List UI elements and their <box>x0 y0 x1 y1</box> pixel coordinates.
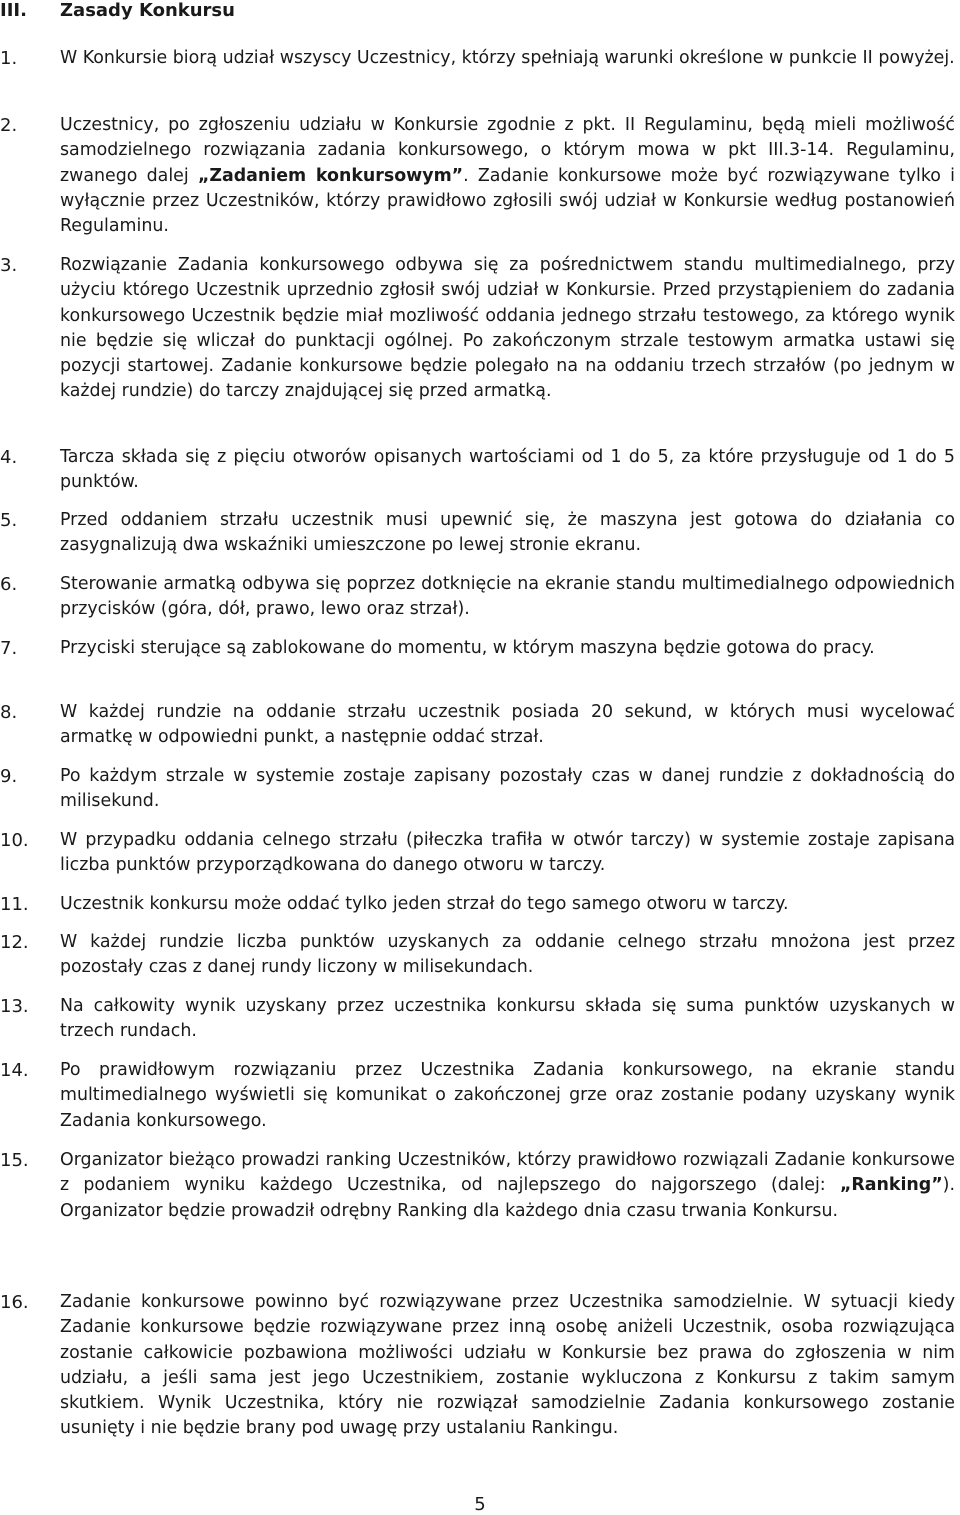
rule-number: 9. <box>0 766 18 787</box>
page-number: 5 <box>474 1494 486 1515</box>
rule-number: 14. <box>0 1060 29 1081</box>
rule-number: 3. <box>0 255 18 276</box>
rule-text: Uczestnicy, po zgłoszeniu udziału w Konkursie zgodnie z pkt. II Regulaminu, będą mieli możliwość samodzielnego rozwiązania zadania konkursowego, o którym mowa w pkt III.3-14. Regulaminu, zwanego dalej „Zadaniem konkursowym”. Zadanie konkursowe może być rozwiązywane tylko i wyłącznie przez Uczestników, którzy prawidłowo zgłosili swój udział w Konkursie według postanowień Regulaminu. <box>60 115 955 237</box>
rule-number: 7. <box>0 638 18 659</box>
rule-text: W każdej rundzie liczba punktów uzyskanych za oddanie celnego strzału mnożona jest przez pozostały czas z danej rundy liczony w milisekundach. <box>60 932 955 978</box>
rule-text: Na całkowity wynik uzyskany przez uczestnika konkursu składa się suma punktów uzyskanych w trzech rundach. <box>60 996 955 1042</box>
rule-text: Organizator bieżąco prowadzi ranking Uczestników, którzy prawidłowo rozwiązali Zadanie konkursowe z podaniem wyniku każdego Uczestnika, od najlepszego do najgorszego (dalej: „Ranking”). Organizator będzie prowadził odrębny Ranking dla każdego dnia czasu trwania Konkursu. <box>60 1150 955 1221</box>
rule-number: 1. <box>0 48 18 69</box>
defined-term-zadanie: „Zadaniem konkursowym” <box>197 165 464 186</box>
rule-number: 8. <box>0 702 18 723</box>
rule-number: 2. <box>0 115 18 136</box>
rule-text: Zadanie konkursowe powinno być rozwiązywane przez Uczestnika samodzielnie. W sytuacji kiedy Zadanie konkursowe będzie rozwiązywane przez inną osobę aniżeli Uczestnik, osoba rozwiązująca zostanie całkowicie pozbawiona możliwości udziału w Konkursie bez prawa do zgłoszenia w nim udziału, a jeśli sama jest jego Uczestnikiem, zostanie wykluczona z Konkursu z takim samym skutkiem. Wynik Uczestnika, który nie rozwiązał samodzielnie Zadania konkursowego zostanie usunięty i nie będzie brany pod uwagę przy ustalaniu Rankingu. <box>60 1292 955 1439</box>
rule-number: 5. <box>0 510 18 531</box>
rule-text: Po każdym strzale w systemie zostaje zapisany pozostały czas w danej rundzie z dokładnością do milisekund. <box>60 766 955 812</box>
section-heading <box>0 0 235 22</box>
rule-number: 13. <box>0 996 29 1017</box>
rule-text: Uczestnik konkursu może oddać tylko jeden strzał do tego samego otworu w tarczy. <box>60 894 789 914</box>
rule-text: Po prawidłowym rozwiązaniu przez Uczestnika Zadania konkursowego, na ekranie standu multimedialnego wyświetli się komunikat o zakończonej grze oraz zostanie podany uzyskany wynik Zadania konkursowego. <box>60 1060 955 1131</box>
section-title: Zasady Konkursu <box>60 0 235 21</box>
rule-number: 11. <box>0 894 29 915</box>
rule-text: W przypadku oddania celnego strzału (piłeczka trafiła w otwór tarczy) w systemie zostaje zapisana liczba punktów przyporządkowana do danego otworu w tarczy. <box>60 830 955 876</box>
rule-number: 6. <box>0 574 18 595</box>
rule-text: Przyciski sterujące są zablokowane do momentu, w którym maszyna będzie gotowa do pracy. <box>60 638 875 658</box>
rule-text: W Konkursie biorą udział wszyscy Uczestnicy, którzy spełniają warunki określone w punkcie II powyżej. <box>60 48 955 68</box>
rule-text: Rozwiązanie Zadania konkursowego odbywa się za pośrednictwem standu multimedialnego, przy użyciu którego Uczestnik uprzednio zgłosił swój udział w Konkursie. Przed przystąpieniem do zadania konkursowego Uczestnik będzie miał mozliwość oddania jednego strzału testowego, za którego wynik nie będzie się wliczał do punktacji ogólnej. Po zakończonym strzale testowym armatka ustawi się pozycji startowej. Zadanie konkursowe będzie polegało na na oddaniu trzech strzałów (po jednym w każdej rundzie) do tarczy znajdującej się przed armatką. <box>60 255 955 402</box>
rule-text: Przed oddaniem strzału uczestnik musi upewnić się, że maszyna jest gotowa do działania co zasygnalizują dwa wskaźniki umieszczone po lewej stronie ekranu. <box>60 510 955 556</box>
rule-number: 16. <box>0 1292 29 1313</box>
defined-term-ranking: „Ranking” <box>839 1175 943 1196</box>
rule-number: 10. <box>0 830 29 851</box>
rule-text: Tarcza składa się z pięciu otworów opisanych wartościami od 1 do 5, za które przysługuje od 1 do 5 punktów. <box>60 447 955 493</box>
rule-text: W każdej rundzie na oddanie strzału uczestnik posiada 20 sekund, w których musi wycelować armatkę w odpowiedni punkt, a następnie oddać strzał. <box>60 702 955 748</box>
rule-number: 12. <box>0 932 29 953</box>
rule-text: Sterowanie armatką odbywa się poprzez dotknięcie na ekranie standu multimedialnego odpowiednich przycisków (góra, dół, prawo, lewo oraz strzał). <box>60 574 955 620</box>
section-number: III. <box>0 0 27 21</box>
rule-number: 4. <box>0 447 18 468</box>
rule-number: 15. <box>0 1150 29 1171</box>
